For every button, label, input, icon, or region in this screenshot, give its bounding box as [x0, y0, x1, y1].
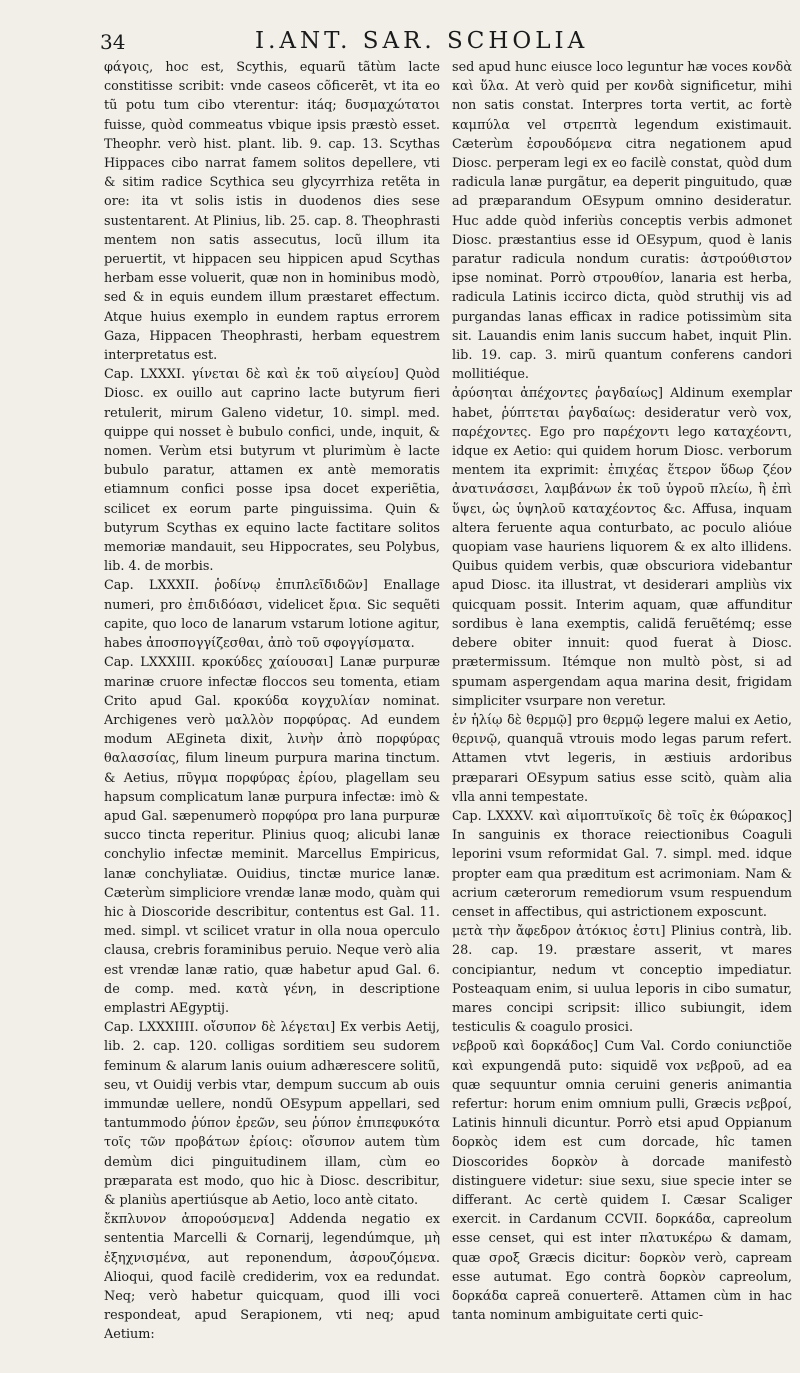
- paragraph: Cap. LXXXIII. κροκύδες χαίουσαι] Lanæ purpuræ marinæ cruore infectæ floccos seu tomenta, etiam Crito apud Gal. κροκύδα κογχυλίαν nominat. Archigenes verò μαλλὸν πορφύρας. Ad eundem modum AEgineta dixit, λινὴν ἀπὸ πορφύρας θαλασσίας, filum lineum purpura marina tinctum. & Aetius, πῦγμα πορφύρας ἐρίου, plagellam seu hapsum complicatum lanæ purpura infectæ: imò & apud Gal. sæpenumerò πορφύρα pro lana purpuræ succo tincta reperitur. Plinius quoq; alicubi lanæ conchylio infectæ meminit. Marcellus Empiricus, lanæ conchyliatæ. Ouidius, tinctæ murice lanæ. Cæterùm simpliciore vrendæ lanæ modo, quàm qui hic à Dioscoride describitur, contentus est Gal. 11. med. simpl. vt scilicet vratur in olla noua operculo clausa, crebris foraminibus peruio. Neque verò alia est vrendæ lanæ ratio, quæ habetur apud Gal. 6. de comp. med. κατὰ γένη, in descriptione emplastri AEgyptij.: [104, 655, 440, 1016]
- page-number: 34: [100, 30, 126, 54]
- paragraph: Cap. LXXXIIII. οἴσυπον δὲ λέγεται] Ex verbis Aetij, lib. 2. cap. 120. colligas sorditiem seu sudorem feminum & alarum lanis ouium adhærescere solitũ, seu, vt Ouidij verbis vtar, dempum succum ab ouis immundæ uellere, nondũ OEsypum appellari, sed tantummodo ῥύπον ἐρεῶν, seu ῥύπον ἐπιπεφυκότα τοῖς τῶν προβάτων ἐρίοις: οἴσυπον autem tùm demùm dici pinguitudinem illam, cùm eo præparata est modo, quo hic à Diosc. describitur, & planiùs apertiúsque ab Aetio, loco antè citato.: [104, 1020, 440, 1208]
- paragraph: ἐν ἡλίῳ δὲ θερμῷ] pro θερμῷ legere malui ex Aetio, θερινῷ, quanquã vtrouis modo legas parum refert. Attamen vtvt legeris, in æstiuis ardoribus præparari OEsypum satius esse scitò, quàm alia vlla anni tempestate.: [452, 712, 792, 805]
- paragraph: Cap. LXXXV. καὶ αἱμοπτυϊκοῖς δὲ τοῖς ἐκ θώρακος] In sanguinis ex thorace reiectionibus Coaguli leporini vsum reformidat Gal. 7. simpl. med. idque propter eam qua præditum est acrimoniam. Nam & acrium cæterorum remediorum vsum respuendum censet in affectibus, qui astrictionem exposcunt.: [452, 808, 792, 920]
- running-title: I.ANT. SAR. SCHOLIA: [255, 28, 589, 54]
- paragraph: ἀρύσηται ἀπέχοντες ῥαγδαίως] Aldinum exemplar habet, ῥύπτεται ῥαγδαίως: desideratur verò vox, παρέχοντες. Ego pro παρέχοντι lego καταχέοντι, idque ex Aetio: qui quidem horum Diosc. verborum mentem ita exprimit: ἐπιχέας ἕτερον ὕδωρ ζέον ἀνατινάσσει, λαμβάνων ἐκ τοῦ ὑγροῦ πλείω, ἢ ἐπὶ ὕψει, ὡς ὑψηλοῦ καταχέοντος &c. Affusa, inquam altera feruente aqua conturbato, ac poculo alióue quopiam vase hauriens liquorem & ex alto illidens. Quibus quidem verbis, quæ obscuriora videbantur apud Diosc. ita illustrat, vt desiderari ampliùs vix quicquam possit. Interim aquam, quæ affunditur sordibus è lana exemptis, calidã feruẽtémq; esse debere obiter innuit: quod fuerat à Diosc. prætermissum. Itémque non multò pòst, si ad spumam aspergendam aqua marina desit, frigidam simpliciter vsurpare non veretur.: [452, 386, 792, 709]
- paragraph: φάγοις, hoc est, Scythis, equarũ tãtùm lacte constitisse scribit: vnde caseos cõficerēt, vt ita eo tũ potu tum cibo vterentur: itáq; δυσμαχώτατοι fuisse, quòd commeatus vbique ipsis præstò esset. Theophr. verò hist. plant. lib. 9. cap. 13. Scythas Hippaces cibo narrat famem solitos depellere, vti & sitim radice Scythica seu glycyrrhiza retẽta in ore: ita vt solis istis in duodenos dies sese sustentarent. At Plinius, lib. 25. cap. 8. Theophrasti mentem non satis assecutus, locũ illum ita peruertit, vt hippacen seu hippicen apud Scythas herbam esse voluerit, quæ non in hominibus modò, sed & in equis eundem illum præstaret effectum. Atque huius exemplo in eundem raptus errorem Gaza, Hippacen Theophrasti, herbam equestrem interpretatus est.: [104, 60, 440, 364]
- paragraph: ἔκπλυνον ἀπορούσμενα] Addenda negatio ex sententia Marcelli & Cornarij, legendúmque, μὴ ἐξηχνισμένα, aut reponendum, ἀσρουζόμενα. Alioqui, quod facilè crediderim, vox ea redundat. Neq; verò habetur quicquam, quod illi voci respondeat, apud Serapionem, vti neq; apud Aetium:: [104, 1212, 440, 1343]
- paragraph: Cap. LXXXII. ῥοδίνῳ ἐπιπλεῖδιδῶν] Enallage numeri, pro ἐπιδιδόασι, videlicet ἔρια. Sic sequẽti capite, quo loco de lanarum vstarum lotione agitur, habes ἀποσπογγίζεσθαι, ἀπὸ τοῦ σφογγίσματα.: [104, 578, 440, 652]
- paragraph: μετὰ τὴν ἄφεδρον ἀτόκιος ἐστι] Plinius contrà, lib. 28. cap. 19. præstare asserit, vt mares concipiantur, nedum vt conceptio impediatur. Posteaquam enim, si uulua leporis in cibo sumatur, mares concipi scripsit: illico subiungit, idem testiculis & coagulo prosici.: [452, 924, 792, 1036]
- paragraph: sed apud hunc eiusce loco leguntur hæ voces κονδὰ καὶ ὕλα. At verò quid per κονδὰ significetur, mihi non satis constat. Interpres torta vertit, ac fortè καμπύλα vel στρεπτὰ legendum existimauit. Cæterùm ἐσρουδόμενα citra negationem apud Diosc. perperam legi ex eo facilè constat, quòd dum radicula lanæ purgãtur, ea deperit pinguitudo, quæ ad præparandum OEsypum omnino desideratur. Huc adde quòd inferiùs conceptis verbis admonet Diosc. præstantius esse id OEsypum, quod è lanis paratur radicula nondum curatis: ἀστρούθιστον ipse nominat. Porrò στρουθίον, lanaria est herba, radicula Latinis iccirco dicta, quòd struthij vis ad purgandas lanas efficax in radice potissimùm sita sit. Lauandis enim lanis succum habet, inquit Plin. lib. 19. cap. 3. mirũ quantum conferens candori mollitiéque.: [452, 60, 792, 383]
- paragraph: νεβροῦ καὶ δορκάδος] Cum Val. Cordo coniunctiõe καὶ expungendã puto: siquidẽ vox νεβροῦ, ad ea quæ sequuntur omnia ceruini generis animantia refertur: horum enim omnium pulli, Græcis νεβροί, Latinis hinnuli dicuntur. Porrò etsi apud Oppianum δορκὸς idem est cum dorcade, hîc tamen Dioscorides δορκὸν à dorcade manifestò distinguere videtur: siue sexu, siue specie inter se differant. Ac certè quidem I. Cæsar Scaliger exercit. in Cardanum CCVII. δορκάδα, capreolum esse censet, qui est inter πλατυκέρω & damam, quæ σροξ Græcis dicitur: δορκὸν verò, capream esse autumat. Ego contrà δορκὸν capreolum, δορκάδα capreã conuerterẽ. Attamen cùm in hac tanta nominum ambiguitate certi quic-: [452, 1039, 792, 1324]
- left-column: [104, 58, 440, 1363]
- paragraph: Cap. LXXXI. γίνεται δὲ καὶ ἐκ τοῦ αἰγείου] Quòd Diosc. ex ouillo aut caprino lacte butyrum fieri retulerit, mirum Galeno videtur, 10. simpl. med. quippe qui nosset è bubulo confici, unde, inquit, & nomen. Verùm etsi butyrum vt plurimùm è lacte bubulo paratur, attamen ex antè memoratis etiamnum confici posse ipsa docet experiẽtia, scilicet ex eorum parte pinguissima. Quin & butyrum Scythas ex equino lacte factitare solitos memoriæ mandauit, seu Hippocrates, seu Polybus, lib. 4. de morbis.: [104, 367, 440, 575]
- right-column: [452, 58, 792, 1363]
